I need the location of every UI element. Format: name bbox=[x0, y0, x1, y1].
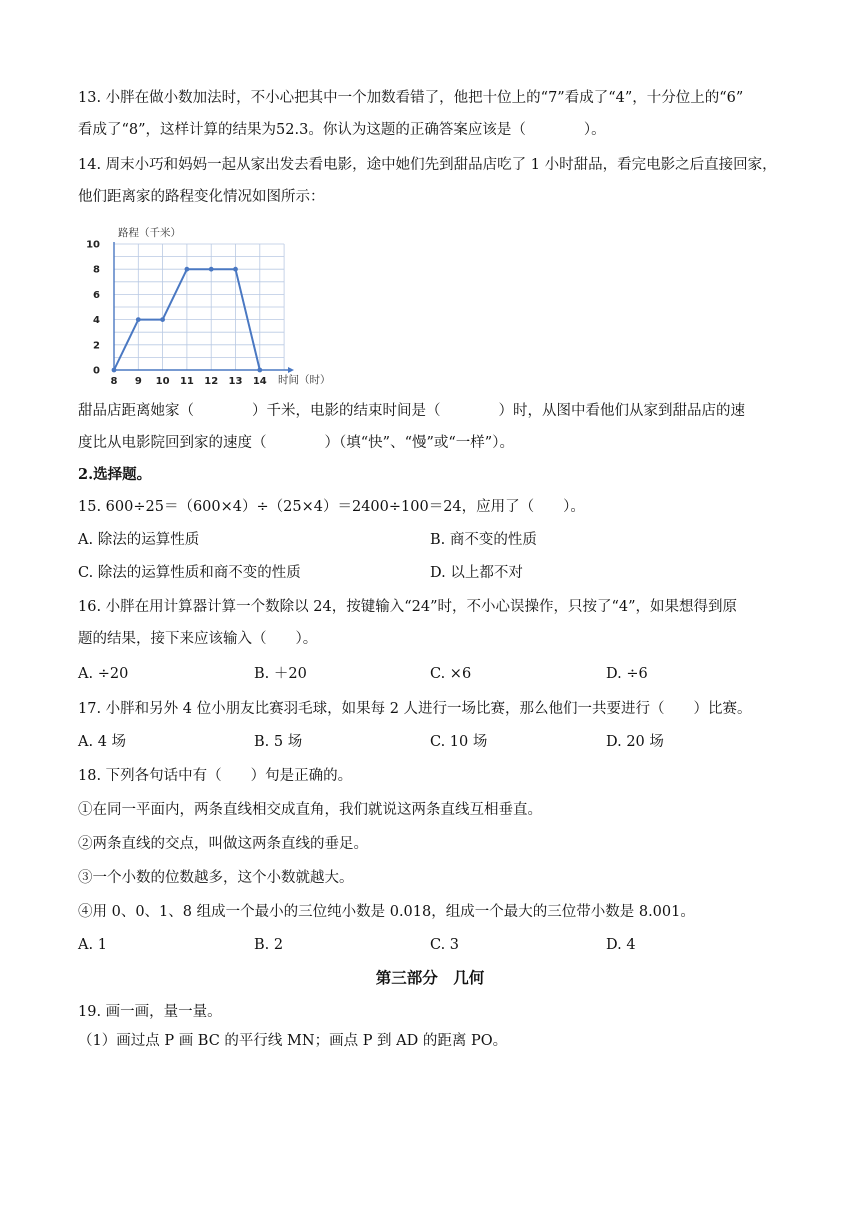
q18-statement-1: ①在同一平面内，两条直线相交成直角，我们就说这两条直线互相垂直。 bbox=[78, 802, 542, 818]
data-point bbox=[185, 267, 190, 272]
q16-line2: 题的结果，接下来应该输入（ ）。 bbox=[78, 631, 318, 647]
q13-line2: 看成了“8”，这样计算的结果为52.3。你认为这题的正确答案应该是（ ）。 bbox=[78, 122, 606, 138]
q19-sub1: （1）画过点 P 画 BC 的平行线 MN；画点 P 到 AD 的距离 PO。 bbox=[78, 1033, 508, 1049]
data-point bbox=[209, 267, 214, 272]
x-tick-label: 10 bbox=[155, 376, 170, 387]
y-tick-label: 6 bbox=[93, 289, 100, 301]
x-axis-label: 时间（时） bbox=[278, 374, 331, 386]
q17-option-a: A. 4 场 bbox=[78, 734, 127, 750]
q14-after2: 度比从电影院回到家的速度（ ）（填“快”、“慢”或“一样”）。 bbox=[78, 435, 514, 451]
q18-statement-2: ②两条直线的交点，叫做这两条直线的垂足。 bbox=[78, 836, 368, 852]
q15-option-d: D. 以上都不对 bbox=[430, 565, 523, 581]
q18-stem: 18. 下列各句话中有（ ）句是正确的。 bbox=[78, 768, 353, 784]
chart-ticks bbox=[86, 240, 267, 388]
data-point bbox=[112, 368, 117, 373]
section3-heading: 第三部分 几何 bbox=[375, 968, 485, 987]
x-tick-label: 8 bbox=[110, 376, 118, 387]
q16-option-a: A. ÷20 bbox=[78, 666, 129, 682]
x-tick-label: 11 bbox=[179, 376, 194, 387]
q16-option-d: D. ÷6 bbox=[606, 666, 648, 682]
x-tick-label: 14 bbox=[252, 376, 267, 387]
y-tick-label: 4 bbox=[93, 315, 100, 327]
q15-option-c: C. 除法的运算性质和商不变的性质 bbox=[78, 565, 301, 581]
q18-option-a: A. 1 bbox=[78, 937, 107, 953]
q17-option-c: C. 10 场 bbox=[430, 734, 488, 750]
q16-option-c: C. ×6 bbox=[430, 666, 472, 682]
y-tick-label: 10 bbox=[86, 239, 100, 251]
data-point bbox=[233, 267, 238, 272]
y-tick-label: 8 bbox=[93, 264, 100, 276]
q13-line1: 13. 小胖在做小数加法时，不小心把其中一个加数看错了，他把十位上的“7”看成了“4”，十分位上的“6” bbox=[78, 90, 744, 106]
q18-option-b: B. 2 bbox=[254, 937, 284, 953]
chart-axes bbox=[114, 242, 294, 373]
q15-option-a: A. 除法的运算性质 bbox=[78, 532, 200, 548]
q16-line1: 16. 小胖在用计算器计算一个数除以 24，按键输入“24”时，不小心误操作，只按了“4”，如果想得到原 bbox=[78, 599, 738, 615]
x-tick-label: 9 bbox=[134, 376, 142, 387]
q17-stem: 17. 小胖和另外 4 位小朋友比赛羽毛球，如果每 2 人进行一场比赛，那么他们一共要进行（ ）比赛。 bbox=[78, 701, 752, 717]
y-tick-label: 2 bbox=[93, 340, 100, 352]
y-axis-label: 路程（千米） bbox=[118, 227, 181, 239]
q14-after1: 甜品店距离她家（ ）千米，电影的结束时间是（ ）时，从图中看他们从家到甜品店的速 bbox=[78, 403, 745, 419]
q16-option-b: B. ＋20 bbox=[254, 666, 307, 682]
q18-option-d: D. 4 bbox=[606, 937, 636, 953]
x-tick-label: 12 bbox=[204, 376, 219, 387]
data-point bbox=[160, 317, 165, 322]
q17-option-b: B. 5 场 bbox=[254, 734, 303, 750]
x-tick-label: 13 bbox=[228, 376, 243, 387]
q15-option-b: B. 商不变的性质 bbox=[430, 532, 537, 548]
q18-option-c: C. 3 bbox=[430, 937, 460, 953]
section2-heading: 2.选择题。 bbox=[78, 466, 152, 483]
data-point bbox=[257, 368, 262, 373]
q19-stem: 19. 画一画，量一量。 bbox=[78, 1004, 222, 1020]
q18-statement-4: ④用 0、0、1、8 组成一个最小的三位纯小数是 0.018，组成一个最大的三位带小数是 8.001。 bbox=[78, 904, 695, 920]
y-tick-label: 0 bbox=[93, 365, 100, 377]
q17-option-d: D. 20 场 bbox=[606, 734, 664, 750]
q18-statement-3: ③一个小数的位数越多，这个小数就越大。 bbox=[78, 870, 354, 886]
chart-grid bbox=[114, 244, 284, 370]
q14-line1: 14. 周末小巧和妈妈一起从家出发去看电影，途中她们先到甜品店吃了 1 小时甜品，看完电影之后直接回家， bbox=[78, 157, 777, 173]
q15-stem: 15. 600÷25＝（600×4）÷（25×4）＝2400÷100＝24，应用了（ ）。 bbox=[78, 499, 585, 515]
data-point bbox=[136, 317, 141, 322]
distance-time-chart bbox=[78, 220, 368, 390]
q14-line2: 他们距离家的路程变化情况如图所示： bbox=[78, 189, 325, 205]
